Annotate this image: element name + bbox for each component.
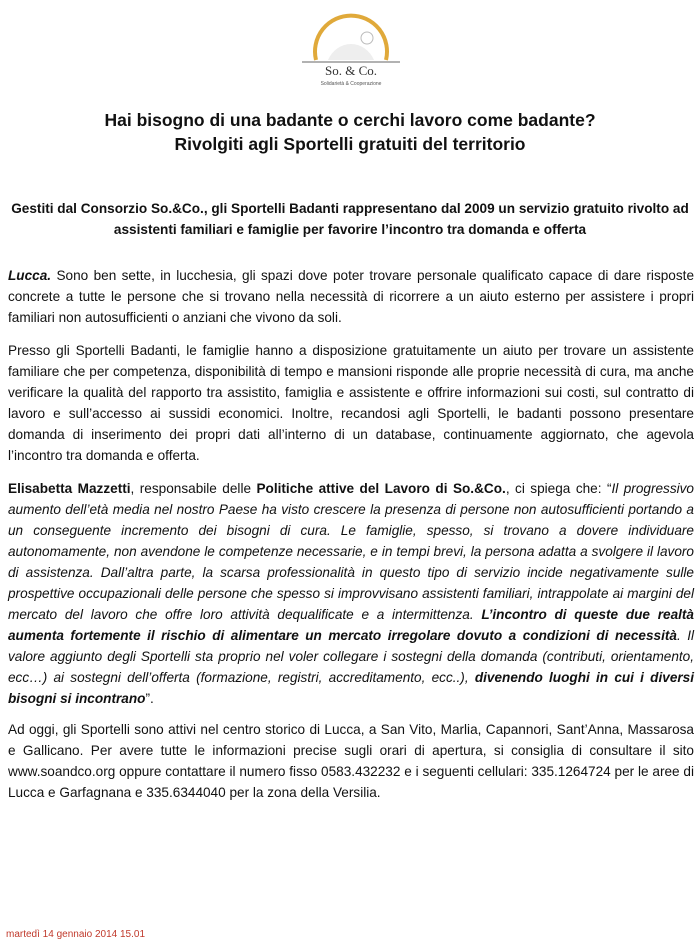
logo-text: So. & Co.	[324, 63, 378, 78]
logo-subtext: Solidarietà & Cooperazione	[320, 81, 382, 87]
paragraph-intro	[8, 265, 694, 328]
quote-highlight: L’incontro di queste due realtà aumenta fortemente il rischio di alimentare un mercato irregolare dovuto a condizioni di necessità	[8, 607, 694, 643]
person-name: Elisabetta Mazzetti	[8, 481, 131, 496]
title-line-2: Rivolgiti agli Sportelli gratuiti del territorio	[174, 134, 526, 154]
quote-text-2: . Il valore aggiunto degli Sportelli sta proprio nel voler collegare i sostegni della domanda (contributi, orientamento, ecc…) ai sostegni dell’offerta (formazione, registri, accreditamento, ecc..),	[8, 628, 694, 685]
dateline: Lucca.	[8, 268, 52, 283]
logo-graphic	[296, 2, 406, 88]
quote-highlight-2: divenendo luoghi in cui i diversi bisogni si incontrano	[8, 670, 695, 706]
title-line-1: Hai bisogno di una badante o cerchi lavoro come badante?	[104, 110, 596, 130]
quote-text: Il progressivo aumento dell’età media nel nostro Paese ha visto crescere la presenza di persone non autosufficienti portando a un conseguente incremento dei bisogni di cura. Le famiglie, spesso, si trovano a dovere individuare autonomamente, non avendone le competenze necessarie, e in tempi brevi, la persona adatta a svolgere il lavoro di assistenza. Dall’altra parte, la scarsa professionalità in questo tipo di servizio incide negativamente sulle prospettive occupazionali delle persone che spesso si improvvisano assistenti familiari, intrappolate ai margini del mercato del lavoro che offre loro attività dequalificate e a intermittenza.	[8, 481, 694, 622]
company-logo	[296, 2, 406, 88]
paragraph-contacts: Ad oggi, gli Sportelli sono attivi nel centro storico di Lucca, a San Vito, Marlia, Capannori, Sant’Anna, Massarosa e Gallicano. Per avere tutte le informazioni precise sugli orari di apertura, si consiglia di consultare il sito www.soandco.org oppure contattare il numero fisso 0583.432232 e i seguenti cellulari: 335.1264724 per le aree di Lucca e Garfagnana e 335.6344040 per la zona della Versilia.	[8, 722, 694, 800]
quote-intro-text: , responsabile delle	[130, 481, 257, 496]
paragraph-services: Presso gli Sportelli Badanti, le famiglie hanno a disposizione gratuitamente un aiuto per trovare un assistente familiare che per competenza, disponibilità di tempo e mansioni risponde alle proprie necessità di cura, ma anche verificare la qualità del rapporto tra assistito, famiglia e assistente e offrire informazioni sui costi, sul contratto di lavoro e sull’accesso ai sussidi economici. Inoltre, recandosi agli Sportelli, le badanti possono presentare domanda di inserimento dei propri dati all’interno di un database, continuamente aggiornato, che agevola l’incontro tra domanda e offerta.	[8, 343, 694, 463]
article-subtitle: Gestiti dal Consorzio So.&Co., gli Sportelli Badanti rappresentano dal 2009 un servizio gratuito rivolto ad assistenti familiari e famiglie per favorire l’incontro tra domanda e offerta	[11, 201, 689, 237]
quote-end: ”.	[145, 691, 154, 706]
person-role: Politiche attive del Lavoro di So.&Co.	[256, 481, 506, 496]
quote-intro-text-2: , ci spiega che: “	[505, 481, 612, 496]
paragraph-quote	[8, 478, 694, 709]
article-body	[8, 265, 694, 815]
intro-text: Sono ben sette, in lucchesia, gli spazi dove poter trovare personale qualificato capace di dare risposte concrete a tutte le persone che si trovano nella necessità di ricorrere a un aiuto esterno per assistere i propri familiari non autosufficienti o anziani che vivono da soli.	[8, 268, 694, 325]
page-title	[0, 108, 700, 156]
footer-timestamp: martedì 14 gennaio 2014 15.01	[6, 929, 145, 940]
